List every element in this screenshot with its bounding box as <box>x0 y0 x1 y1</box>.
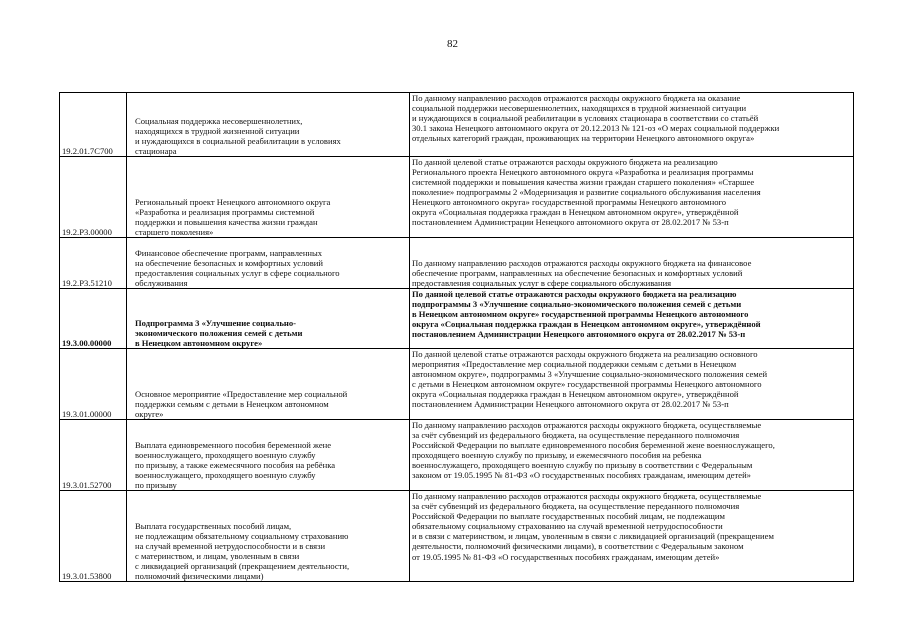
name-cell: Финансовое обеспечение программ, направленных на обеспечение безопасных и комфортных условий предоставления социальных услуг в сфере социального обслуживания <box>127 238 410 289</box>
table-row <box>60 157 854 238</box>
table-row <box>60 349 854 420</box>
name-cell: Выплата государственных пособий лицам, не подлежащим обязательному социальному страхованию на случай временной нетрудоспособности и в связи с материнством, и лицам, уволенным в связи с ликвидацией организаций (прекращением деятельности, полномочий физическими лицами) <box>127 491 410 582</box>
code-cell: 19.2.Р3.51210 <box>60 238 127 289</box>
code-cell: 19.2.01.7С700 <box>60 93 127 157</box>
name-cell: Основное мероприятие «Предоставление мер социальной поддержки семьям с детьми в Ненецком автономном округе» <box>127 349 410 420</box>
description-cell: По данной целевой статье отражаются расходы окружного бюджета на реализацию основного мероприятия «Предоставление мер социальной поддержки семьям с детьми в Ненецком автономном округе», подпрограммы 3 «Улучшение социально-экономического положения семей с детьми в Ненецком автономном округе» государственной программы Ненецкого автономного округа «Социальная поддержка граждан в Ненецком автономном округе», утверждённой постановлением Администрации Ненецкого автономного округа от 28.02.2017 № 53-п <box>410 349 854 420</box>
name-cell: Региональный проект Ненецкого автономного округа «Разработка и реализация программы системной поддержки и повышения качества жизни граждан старшего поколения» <box>127 157 410 238</box>
description-cell: По данной целевой статье отражаются расходы окружного бюджета на реализацию подпрограммы 3 «Улучшение социально-экономического положения семей с детьми в Ненецком автономном округе» государственной программы Ненецкого автономного округа «Социальная поддержка граждан в Ненецком автономном округе», утверждённой постановлением Администрации Ненецкого автономного округа от 28.02.2017 № 53-п <box>410 289 854 349</box>
table-body <box>60 93 854 582</box>
description-cell: По данному направлению расходов отражаются расходы окружного бюджета на оказание социальной поддержки несовершеннолетних, находящихся в трудной жизненной ситуации и нуждающихся в социальной реабилитации в условиях стационара в соответствии со статьёй 30.1 закона Ненецкого автономного округа от 20.12.2013 № 121-оз «О мерах социальной поддержки отдельных категорий граждан, проживающих на территории Ненецкого автономного округа» <box>410 93 854 157</box>
description-cell: По данному направлению расходов отражаются расходы окружного бюджета на финансовое обеспечение программ, направленных на обеспечение безопасных и комфортных условий предоставления социальных услуг в сфере социального обслуживания <box>410 238 854 289</box>
table-row <box>60 93 854 157</box>
table-row <box>60 491 854 582</box>
code-cell: 19.2.Р3.00000 <box>60 157 127 238</box>
code-cell: 19.3.00.00000 <box>60 289 127 349</box>
code-cell: 19.3.01.00000 <box>60 349 127 420</box>
name-cell: Подпрограмма 3 «Улучшение социально- экономического положения семей с детьми в Ненецком автономном округе» <box>127 289 410 349</box>
description-cell: По данной целевой статье отражаются расходы окружного бюджета на реализацию Регионального проекта Ненецкого автономного округа «Разработка и реализация программы системной поддержки и повышения качества жизни граждан старшего поколения» «Старшее поколение» подпрограммы 2 «Модернизация и развитие социального обслуживания населения Ненецкого автономного округа» государственной программы Ненецкого автономного округа «Социальная поддержка граждан в Ненецком автономном округе», утверждённой постановлением Администрации Ненецкого автономного округа от 28.02.2017 № 53-п <box>410 157 854 238</box>
page-number: 82 <box>447 38 458 50</box>
table-row <box>60 420 854 491</box>
table-row <box>60 289 854 349</box>
budget-classification-table <box>59 92 854 582</box>
table-row <box>60 238 854 289</box>
code-cell: 19.3.01.52700 <box>60 420 127 491</box>
code-cell: 19.3.01.53800 <box>60 491 127 582</box>
description-cell: По данному направлению расходов отражаются расходы окружного бюджета, осуществляемые за счёт субвенций из федерального бюджета, на осуществление переданного полномочия Российской Федерации по выплате единовременного пособия беременной жене военнослужащего, проходящего военную службу по призыву, и ежемесячного пособия на ребенка военнослужащего, проходящего военную службу по призыву в соответствии с Федеральным законом от 19.05.1995 № 81-ФЗ «О государственных пособиях гражданам, имеющим детей» <box>410 420 854 491</box>
description-cell: По данному направлению расходов отражаются расходы окружного бюджета, осуществляемые за счёт субвенций из федерального бюджета, на осуществление переданного полномочия Российской Федерации по выплате государственных пособий лицам, не подлежащим обязательному социальному страхованию на случай временной нетрудоспособности и в связи с материнством, и лицам, уволенным в связи с ликвидацией организаций (прекращением деятельности, полномочий физическими лицами), в соответствии с Федеральным законом от 19.05.1995 № 81-ФЗ «О государственных пособиях гражданам, имеющим детей» <box>410 491 854 582</box>
name-cell: Социальная поддержка несовершеннолетних, находящихся в трудной жизненной ситуации и нуждающихся в социальной реабилитации в условиях стационара <box>127 93 410 157</box>
name-cell: Выплата единовременного пособия беременной жене военнослужащего, проходящего военную службу по призыву, а также ежемесячного пособия на ребёнка военнослужащего, проходящего военную службу по призыву <box>127 420 410 491</box>
